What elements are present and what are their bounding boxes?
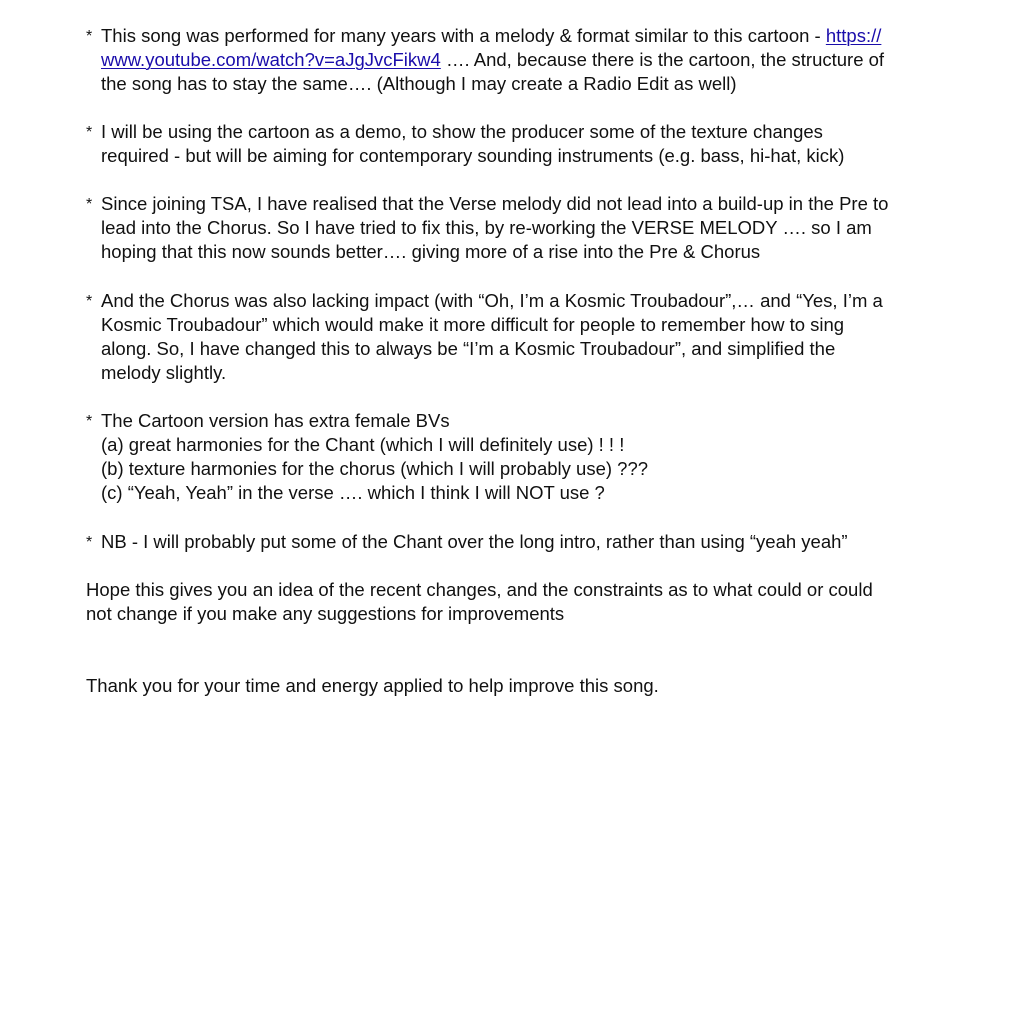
note-content <box>101 530 986 554</box>
bullet-asterisk: * <box>86 534 93 551</box>
bullet-asterisk: * <box>86 293 93 310</box>
note-line: hoping that this now sounds better…. giving more of a rise into the Pre & Chorus <box>101 241 761 262</box>
note-line: And the Chorus was also lacking impact (with “Oh, I’m a Kosmic Troubadour”,… and “Yes, I’m a <box>101 290 883 311</box>
note-content <box>101 409 986 505</box>
thank-you-line <box>86 674 1006 698</box>
note-text: …. And, because there is the cartoon, the structure of <box>440 49 885 70</box>
bullet-asterisk: * <box>86 124 93 141</box>
note-content <box>101 24 986 96</box>
note-content <box>101 192 986 264</box>
bullet-asterisk: * <box>86 196 93 213</box>
note-line: The Cartoon version has extra female BVs <box>101 410 450 431</box>
closing-line: Hope this gives you an idea of the recent changes, and the constraints as to what could or could <box>86 579 873 600</box>
thank-you-text: Thank you for your time and energy applied to help improve this song. <box>86 675 659 696</box>
youtube-link-part1[interactable]: https:// <box>825 25 882 46</box>
note-line: the song has to stay the same…. (Although I may create a Radio Edit as well) <box>101 73 737 94</box>
note-line: required - but will be aiming for contemporary sounding instruments (e.g. bass, hi-hat, kick) <box>101 145 845 166</box>
note-line <box>101 48 986 72</box>
note-line: Since joining TSA, I have realised that the Verse melody did not lead into a build-up in the Pre to <box>101 193 889 214</box>
bullet-asterisk: * <box>86 413 93 430</box>
note-text: This song was performed for many years with a melody & format similar to this cartoon - <box>101 25 826 46</box>
note-content <box>101 289 986 385</box>
sub-item-a: (a) great harmonies for the Chant (which I will definitely use) ! ! ! <box>101 434 625 455</box>
bullet-asterisk: * <box>86 28 93 45</box>
youtube-link-part2[interactable]: www.youtube.com/watch?v=aJgJvcFikw4 <box>101 49 441 70</box>
sub-item-c: (c) “Yeah, Yeah” in the verse …. which I think I will NOT use ? <box>101 482 605 503</box>
note-line: lead into the Chorus. So I have tried to fix this, by re-working the VERSE MELODY …. so I am <box>101 217 872 238</box>
note-line: melody slightly. <box>101 362 227 383</box>
sub-item-b: (b) texture harmonies for the chorus (which I will probably use) ??? <box>101 458 649 479</box>
note-line <box>101 24 986 48</box>
note-line: Kosmic Troubadour” which would make it more difficult for people to remember how to sing <box>101 314 845 335</box>
closing-paragraph <box>86 578 1006 626</box>
note-line: NB - I will probably put some of the Chant over the long intro, rather than using “yeah yeah” <box>101 531 848 552</box>
note-line: I will be using the cartoon as a demo, to show the producer some of the texture changes <box>101 121 823 142</box>
note-content <box>101 120 986 168</box>
closing-line: not change if you make any suggestions for improvements <box>86 603 565 624</box>
note-line: along. So, I have changed this to always be “I’m a Kosmic Troubadour”, and simplified the <box>101 338 836 359</box>
